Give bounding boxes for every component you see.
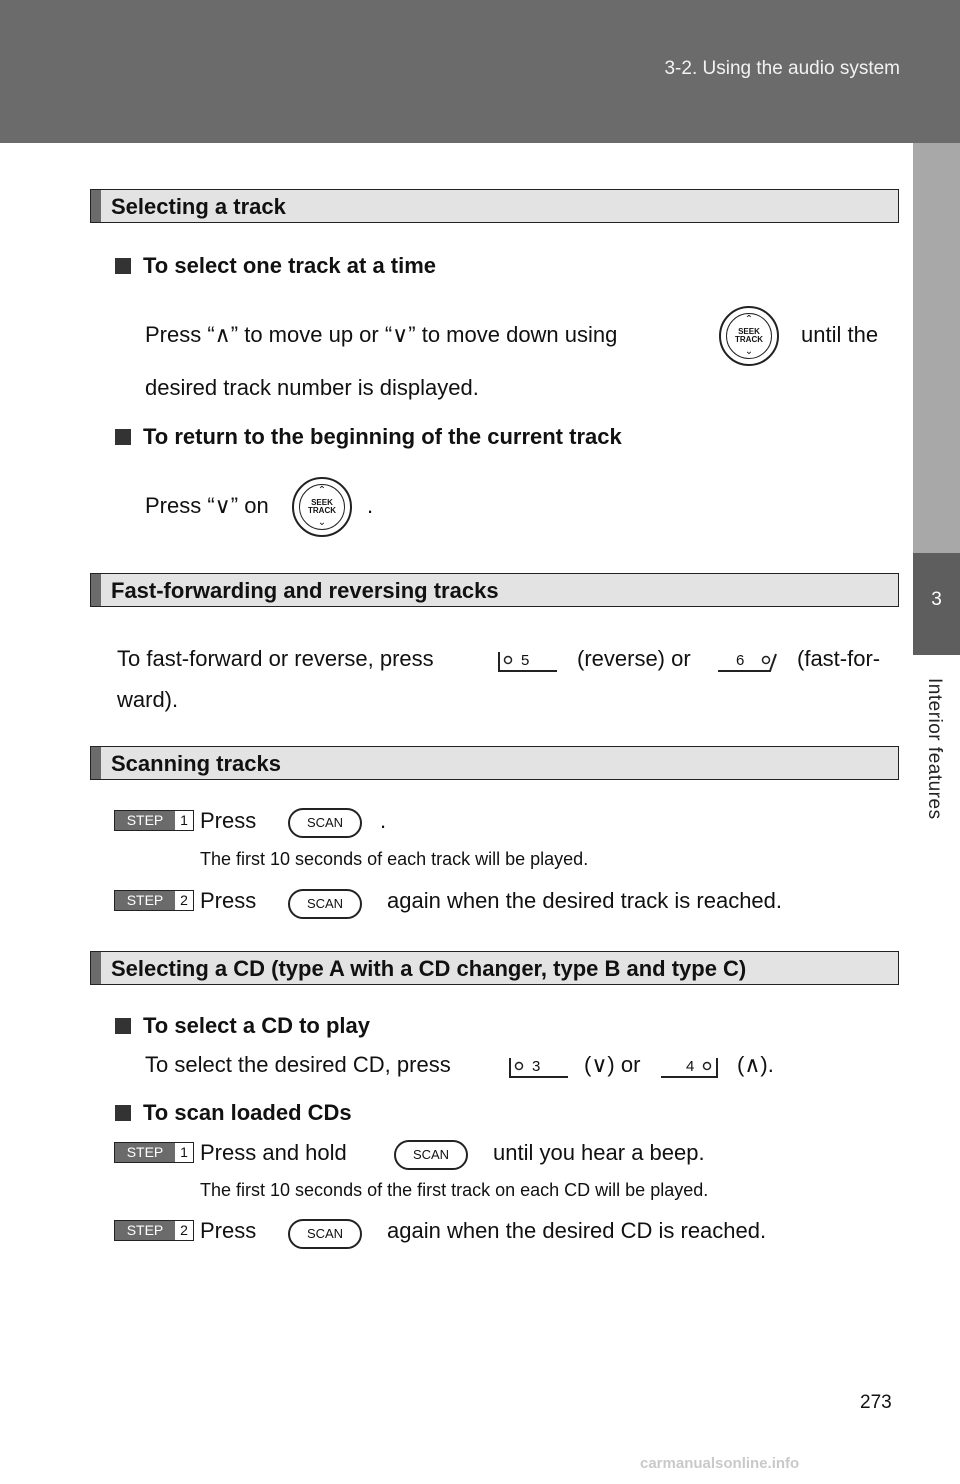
subheading-one-track: To select one track at a time xyxy=(115,253,436,279)
seek-track-label: SEEK TRACK xyxy=(735,327,763,344)
section-header-scanning xyxy=(90,746,899,780)
instruction-text: until the xyxy=(801,322,879,347)
preset-4-button-icon: 4 xyxy=(661,1058,719,1078)
instruction-text: until you hear a beep. xyxy=(493,1140,705,1165)
seek-track-knob-icon xyxy=(719,306,779,366)
page-header xyxy=(0,0,960,143)
page-number: 273 xyxy=(860,1392,892,1413)
chevron-down-icon: ⌄ xyxy=(317,517,327,528)
scan-button-icon: SCAN xyxy=(394,1140,468,1170)
instruction-text: again when the desired track is reached. xyxy=(387,888,783,913)
instruction-text: Press xyxy=(200,888,257,913)
scan-button-icon: SCAN xyxy=(288,1219,362,1249)
preset-5-button-icon: 5 xyxy=(497,652,557,672)
step-badge: STEP 2 xyxy=(114,890,194,911)
header-title: 3-2. Using the audio system xyxy=(664,58,900,79)
section-header-selecting-cd xyxy=(90,951,899,985)
note-text: The first 10 seconds of each track will be played. xyxy=(200,849,589,869)
chapter-label: Interior features xyxy=(924,678,945,820)
instruction-text: Press “∨” on xyxy=(145,493,269,518)
subheading-beginning-track: To return to the beginning of the current track xyxy=(115,424,622,450)
step-badge: STEP 1 xyxy=(114,1142,194,1163)
subheading-select-cd: To select a CD to play xyxy=(115,1013,370,1039)
instruction-text: Press xyxy=(200,808,257,833)
section-header-fast-forward xyxy=(90,573,899,607)
seek-track-label: SEEK TRACK xyxy=(308,498,336,515)
step-badge: STEP 2 xyxy=(114,1220,194,1241)
section-header-selecting-track xyxy=(90,189,899,223)
instruction-text: (reverse) or xyxy=(577,646,691,671)
scan-button-icon: SCAN xyxy=(288,889,362,919)
square-bullet-icon xyxy=(115,258,131,274)
instruction-text: (∧). xyxy=(737,1052,774,1077)
section-title: Selecting a CD (type A with a CD changer, type B and type C) xyxy=(111,956,747,981)
chapter-number: 3 xyxy=(931,589,942,610)
instruction-text: Press “∧” to move up or “∨” to move down using xyxy=(145,322,618,347)
instruction-text: Press and hold xyxy=(200,1140,347,1165)
instruction-text: To fast-forward or reverse, press xyxy=(117,646,434,671)
scan-button-icon: SCAN xyxy=(288,808,362,838)
instruction-text: desired track number is displayed. xyxy=(145,375,479,400)
chevron-down-icon: ⌄ xyxy=(744,346,754,357)
side-tab-band xyxy=(913,143,960,553)
step-badge: STEP 1 xyxy=(114,810,194,831)
instruction-text: To select the desired CD, press xyxy=(145,1052,451,1077)
instruction-text: ward). xyxy=(117,687,179,712)
note-text: The first 10 seconds of the first track on each CD will be played. xyxy=(200,1180,709,1200)
instruction-text: (∨) or xyxy=(584,1052,641,1077)
instruction-text: . xyxy=(380,808,387,833)
section-title: Fast-forwarding and reversing tracks xyxy=(111,578,499,603)
instruction-text: again when the desired CD is reached. xyxy=(387,1218,767,1243)
instruction-text: . xyxy=(367,493,374,518)
instruction-text: (fast-for- xyxy=(797,646,881,671)
chevron-up-icon: ⌃ xyxy=(317,485,327,496)
square-bullet-icon xyxy=(115,429,131,445)
section-title: Selecting a track xyxy=(111,194,286,219)
seek-track-knob-icon xyxy=(292,477,352,537)
instruction-text: Press xyxy=(200,1218,257,1243)
chapter-side-tab xyxy=(913,143,960,1484)
preset-6-button-icon: 6 xyxy=(718,652,778,672)
square-bullet-icon xyxy=(115,1018,131,1034)
subheading-scan-cds: To scan loaded CDs xyxy=(115,1100,352,1126)
chevron-up-icon: ⌃ xyxy=(744,314,754,325)
section-title: Scanning tracks xyxy=(111,751,281,776)
square-bullet-icon xyxy=(115,1105,131,1121)
watermark: carmanualsonline.info xyxy=(640,1455,800,1472)
preset-3-button-icon: 3 xyxy=(508,1058,568,1078)
